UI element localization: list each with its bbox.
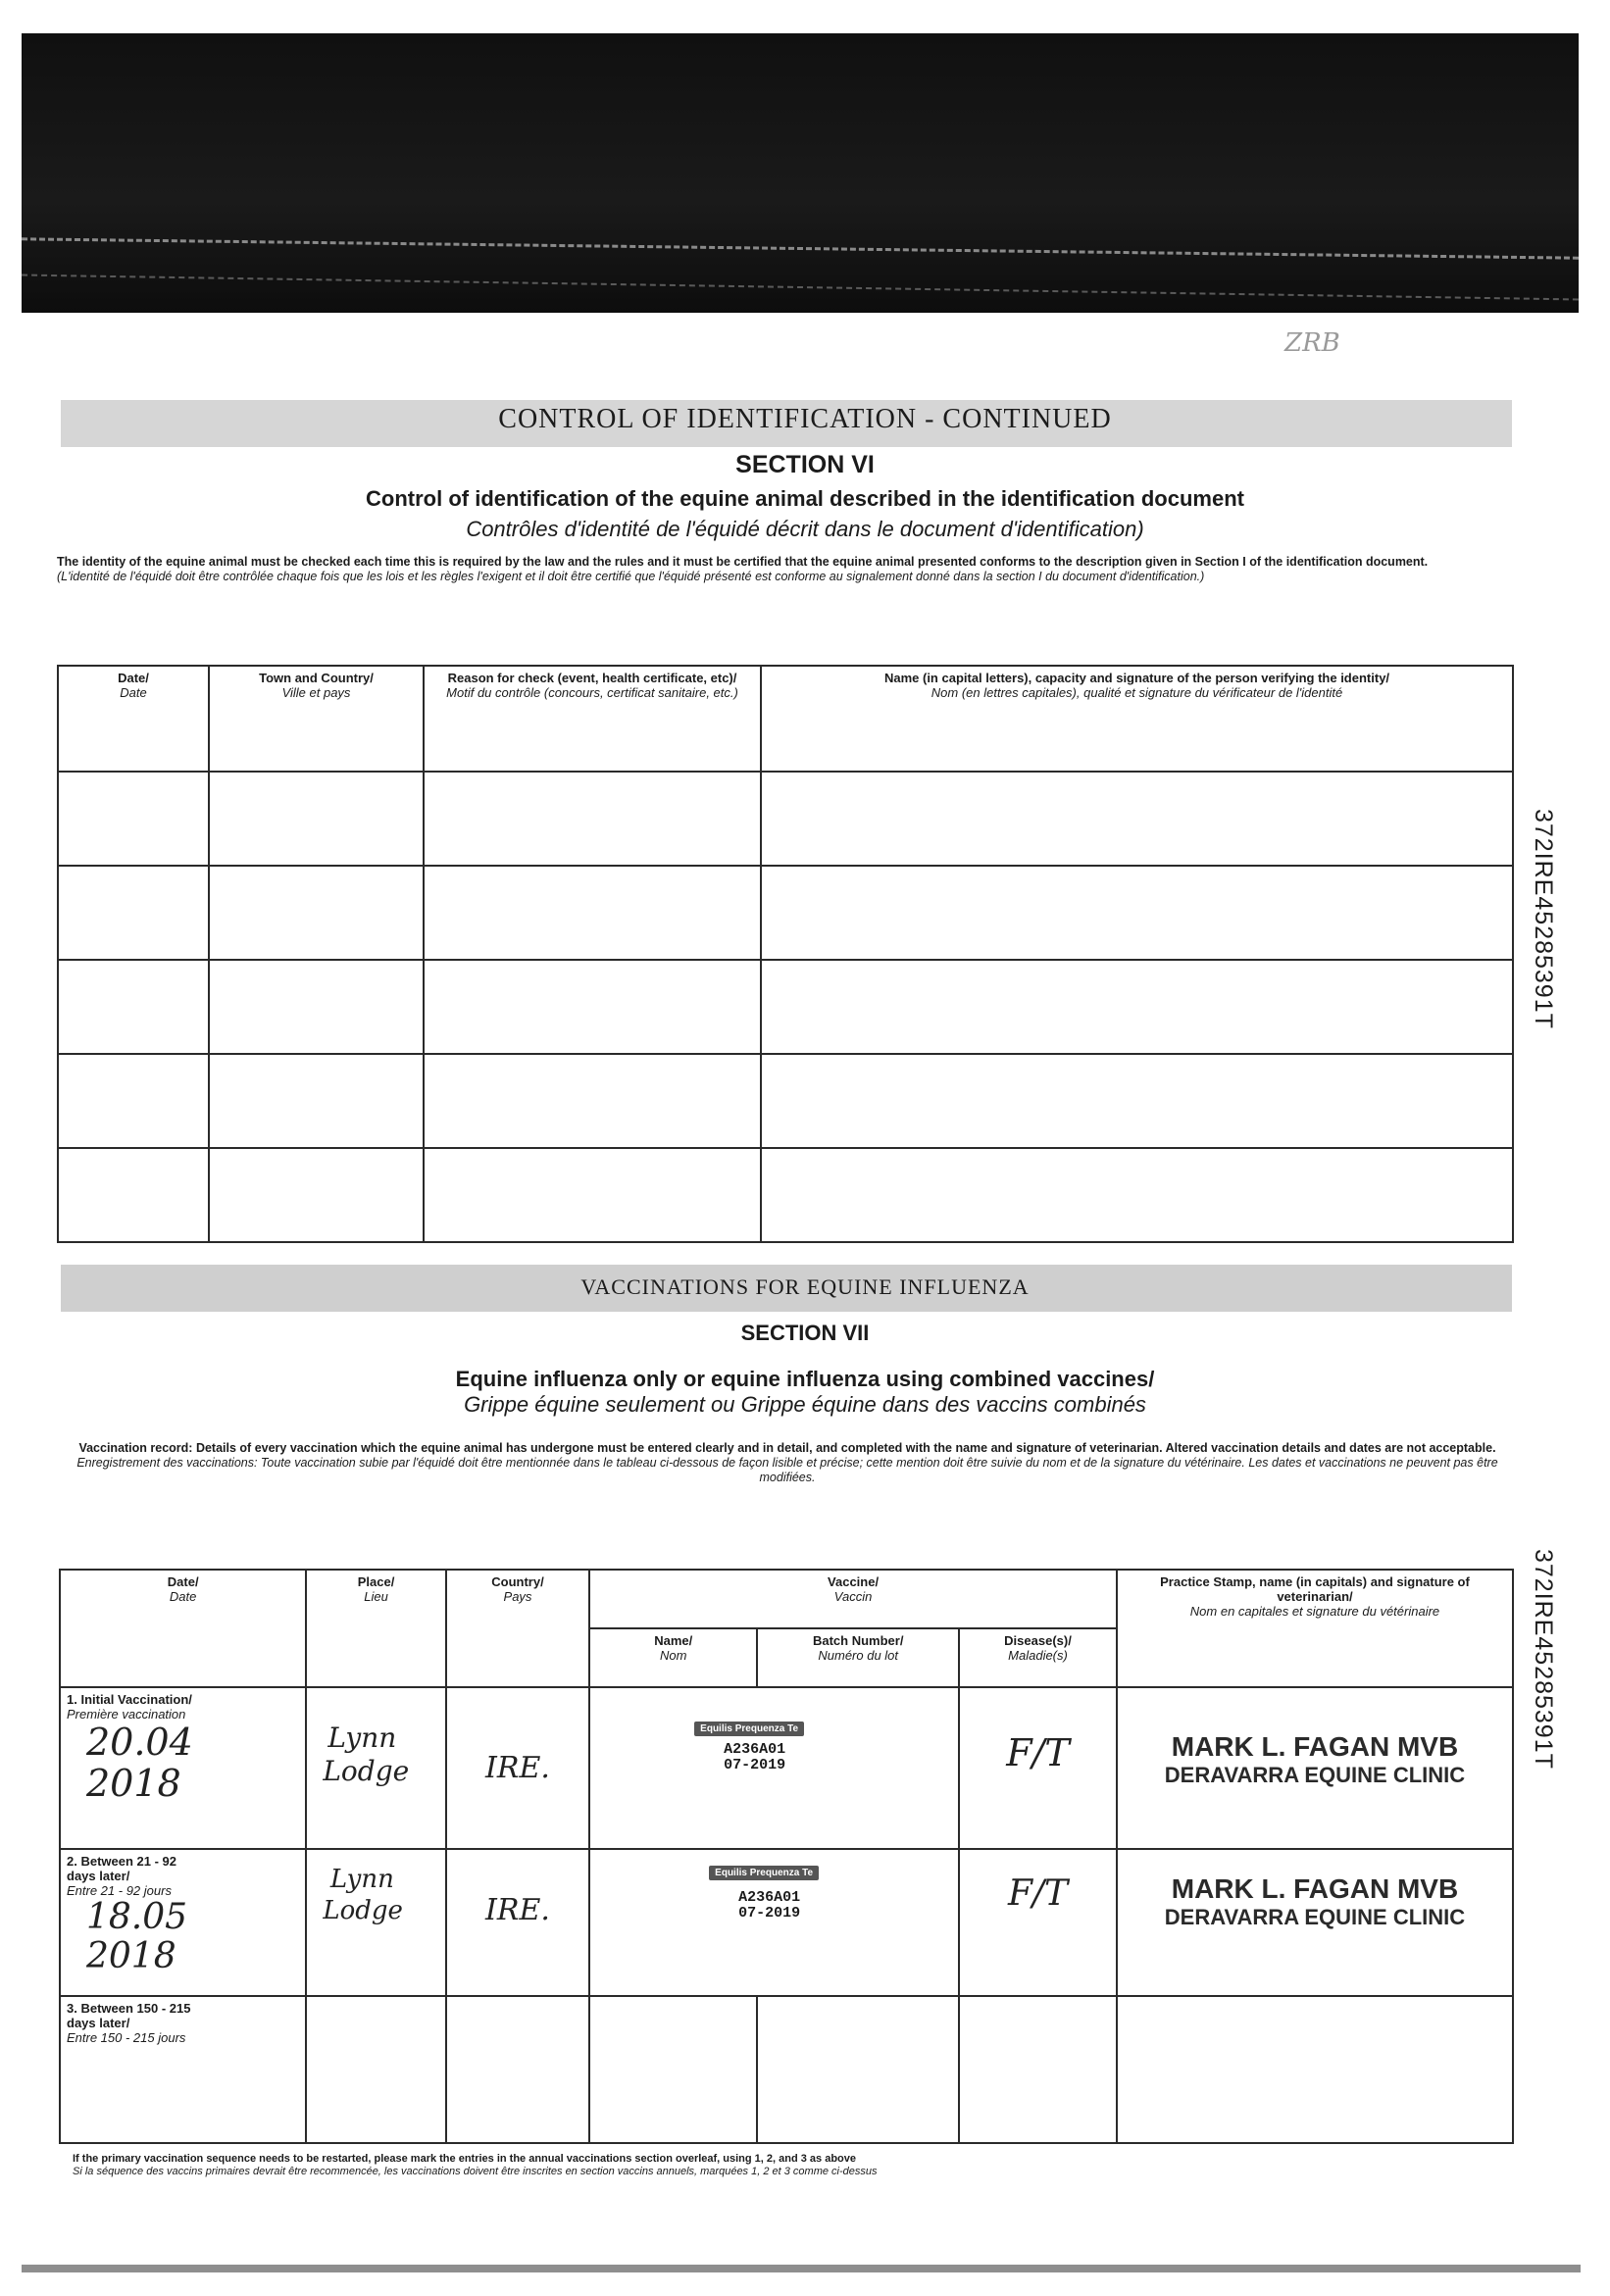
section6-instruction-fr: (L'identité de l'équidé doit être contrôlée chaque fois que les lois et les règles l'exigent et il doit être certifié que l'équidé présenté est conforme au signalement donné dans la section I du document d'identification.) (57, 570, 1205, 583)
side-code-lower: 372IRE45285391T (1530, 1549, 1557, 1770)
country-cell[interactable] (446, 1849, 589, 1996)
footnote-fr: Si la séquence des vaccins primaires devrait être recommencée, les vaccinations doivent être inscrites en section vaccins annuels, marquées 1, 2 et 3 comme ci-dessus (73, 2166, 878, 2177)
place-cell[interactable] (306, 1849, 445, 1996)
place-cell[interactable] (306, 1687, 445, 1849)
place-cell[interactable] (306, 1996, 445, 2143)
cell-town[interactable] (209, 960, 424, 1054)
vaccination-row (60, 1849, 1513, 1996)
country-handwritten: IRE. (485, 1893, 550, 1927)
identification-row (58, 960, 1513, 1054)
vcol-country: Country/ Pays (446, 1570, 589, 1687)
cell-date[interactable] (58, 1054, 209, 1148)
vet-stamp-name: MARK L. FAGAN MVB (1171, 1873, 1459, 1904)
bottom-edge (22, 2265, 1581, 2272)
cell-town[interactable] (209, 866, 424, 960)
row-label-cell[interactable]: 1. Initial Vaccination/ Première vaccination 20.04 2018 (60, 1687, 306, 1849)
vcol-stamp: Practice Stamp, name (in capitals) and signature of veterinarian/ Nom en capitales et signature du vétérinaire (1117, 1570, 1513, 1687)
col-date: Date/ Date (58, 666, 209, 772)
cell-date[interactable] (58, 1148, 209, 1242)
cell-date[interactable] (58, 772, 209, 866)
vcol-batch: Batch Number/ Numéro du lot (757, 1628, 959, 1687)
cell-verifier[interactable] (761, 772, 1513, 866)
vet-stamp-cell[interactable] (1117, 1687, 1513, 1849)
date-handwritten: 20.04 2018 (86, 1721, 193, 1805)
vcol-date: Date/ Date (60, 1570, 306, 1687)
footnote-en: If the primary vaccination sequence needs to be restarted, please mark the entries in the annual vaccinations section overleaf, using 1, 2, and 3 as above (73, 2153, 857, 2165)
section7-subtitle-en: Equine influenza only or equine influenza using combined vaccines/ (455, 1367, 1155, 1391)
passport-cover (22, 33, 1579, 313)
cell-verifier[interactable] (761, 866, 1513, 960)
vcol-place: Place/ Lieu (306, 1570, 445, 1687)
section6-banner-title: CONTROL OF IDENTIFICATION - CONTINUED (498, 404, 1112, 434)
date-handwritten: 18.05 2018 (86, 1897, 188, 1976)
section6-subtitle-en: Control of identification of the equine animal described in the identification document (366, 486, 1244, 511)
vaccine-name-label: Equilis Prequenza Te (694, 1722, 804, 1736)
place-handwritten: Lynn Lodge (323, 1722, 410, 1787)
cell-town[interactable] (209, 772, 424, 866)
vet-stamp-cell[interactable] (1117, 1849, 1513, 1996)
vet-stamp-clinic: DERAVARRA EQUINE CLINIC (1164, 1763, 1466, 1787)
vacc-header-row1 (60, 1570, 1513, 1628)
disease-cell[interactable] (959, 1849, 1117, 1996)
section6-subtitle-fr: Contrôles d'identité de l'équidé décrit dans le document d'identification) (466, 517, 1144, 541)
side-code-upper: 372IRE45285391T (1530, 809, 1557, 1029)
cover-stitching-lower (22, 275, 1579, 301)
batch-cell[interactable] (757, 1996, 959, 2143)
country-cell[interactable] (446, 1996, 589, 2143)
cover-stitching (22, 237, 1579, 259)
identification-header-row (58, 666, 1513, 772)
cell-reason[interactable] (424, 866, 761, 960)
batch-number: A236A01 07-2019 (738, 1889, 801, 1922)
row-label-cell[interactable]: 2. Between 21 - 92 days later/ Entre 21 - 92 jours 18.05 2018 (60, 1849, 306, 1996)
vet-stamp-cell[interactable] (1117, 1996, 1513, 2143)
identification-row (58, 866, 1513, 960)
section6-instructions (57, 555, 1488, 584)
cell-verifier[interactable] (761, 960, 1513, 1054)
disease-cell[interactable] (959, 1687, 1117, 1849)
cell-reason[interactable] (424, 960, 761, 1054)
place-handwritten: Lynn Lodge (323, 1865, 403, 1925)
col-town-country: Town and Country/ Ville et pays (209, 666, 424, 772)
cell-date[interactable] (58, 866, 209, 960)
vaccine-name-label: Equilis Prequenza Te (709, 1866, 819, 1880)
cell-town[interactable] (209, 1148, 424, 1242)
cell-date[interactable] (58, 960, 209, 1054)
vet-stamp-clinic: DERAVARRA EQUINE CLINIC (1164, 1905, 1466, 1929)
cell-verifier[interactable] (761, 1054, 1513, 1148)
vaccine-sticker-cell[interactable] (589, 1687, 959, 1849)
identification-row (58, 772, 1513, 866)
vaccine-name-cell[interactable] (589, 1996, 757, 2143)
disease-handwritten: F/T (1007, 1873, 1069, 1914)
cell-verifier[interactable] (761, 1148, 1513, 1242)
vaccine-sticker-cell[interactable] (589, 1849, 959, 1996)
batch-number: A236A01 07-2019 (724, 1741, 786, 1773)
section6-instruction-en: The identity of the equine animal must be checked each time this is required by the law and the rules and it must be certified that the equine animal presented conforms to the description given in Section I of the identification document. (57, 555, 1429, 569)
header-mark: ZRB (1284, 328, 1340, 358)
country-handwritten: IRE. (485, 1751, 550, 1785)
record-text-fr: Enregistrement des vaccinations: Toute vaccination subie par l'équidé doit être mentionnée dans le tableau ci-dessous de façon lisible et précise; cette mention doit être suivie du nom et de la signature du vétérinaire. Les dates et vaccinations ne peuvent pas être modifiées. (76, 1456, 1498, 1484)
identification-check-table (57, 665, 1514, 1243)
col-verifier: Name (in capital letters), capacity and signature of the person verifying the identity/ Nom (en lettres capitales), qualité et signature du vérificateur de l'identité (761, 666, 1513, 772)
vcol-disease: Disease(s)/ Maladie(s) (959, 1628, 1117, 1687)
record-label: Vaccination record: (78, 1441, 193, 1455)
disease-cell[interactable] (959, 1996, 1117, 2143)
vaccination-record-note (67, 1441, 1508, 1485)
identification-row (58, 1148, 1513, 1242)
vaccination-row (60, 1996, 1513, 2143)
record-text-en: Details of every vaccination which the equine animal has undergone must be entered clearly and in detail, and completed with the name and signature of veterinarian. Altered vaccination details and dates are not acceptable. (195, 1441, 1496, 1455)
vaccination-table (59, 1569, 1514, 2144)
identification-row (58, 1054, 1513, 1148)
cell-town[interactable] (209, 1054, 424, 1148)
section7-banner-title: VACCINATIONS FOR EQUINE INFLUENZA (580, 1274, 1030, 1299)
section7-subtitle-fr: Grippe équine seulement ou Grippe équine dans des vaccins combinés (464, 1392, 1146, 1417)
section6-label: SECTION VI (735, 451, 875, 478)
disease-handwritten: F/T (1006, 1731, 1070, 1774)
country-cell[interactable] (446, 1687, 589, 1849)
vet-stamp-name: MARK L. FAGAN MVB (1171, 1731, 1459, 1762)
restart-footnote (73, 2153, 1151, 2178)
vcol-vaccine-name: Name/ Nom (589, 1628, 757, 1687)
vcol-vaccine: Vaccine/ Vaccin (589, 1570, 1117, 1628)
section7-label: SECTION VII (740, 1321, 870, 1345)
col-reason: Reason for check (event, health certificate, etc)/ Motif du contrôle (concours, certificat sanitaire, etc.) (424, 666, 761, 772)
vaccination-row (60, 1687, 1513, 1849)
row-label-cell[interactable]: 3. Between 150 - 215 days later/ Entre 150 - 215 jours (60, 1996, 306, 2143)
cell-reason[interactable] (424, 1054, 761, 1148)
cell-reason[interactable] (424, 1148, 761, 1242)
cell-reason[interactable] (424, 772, 761, 866)
